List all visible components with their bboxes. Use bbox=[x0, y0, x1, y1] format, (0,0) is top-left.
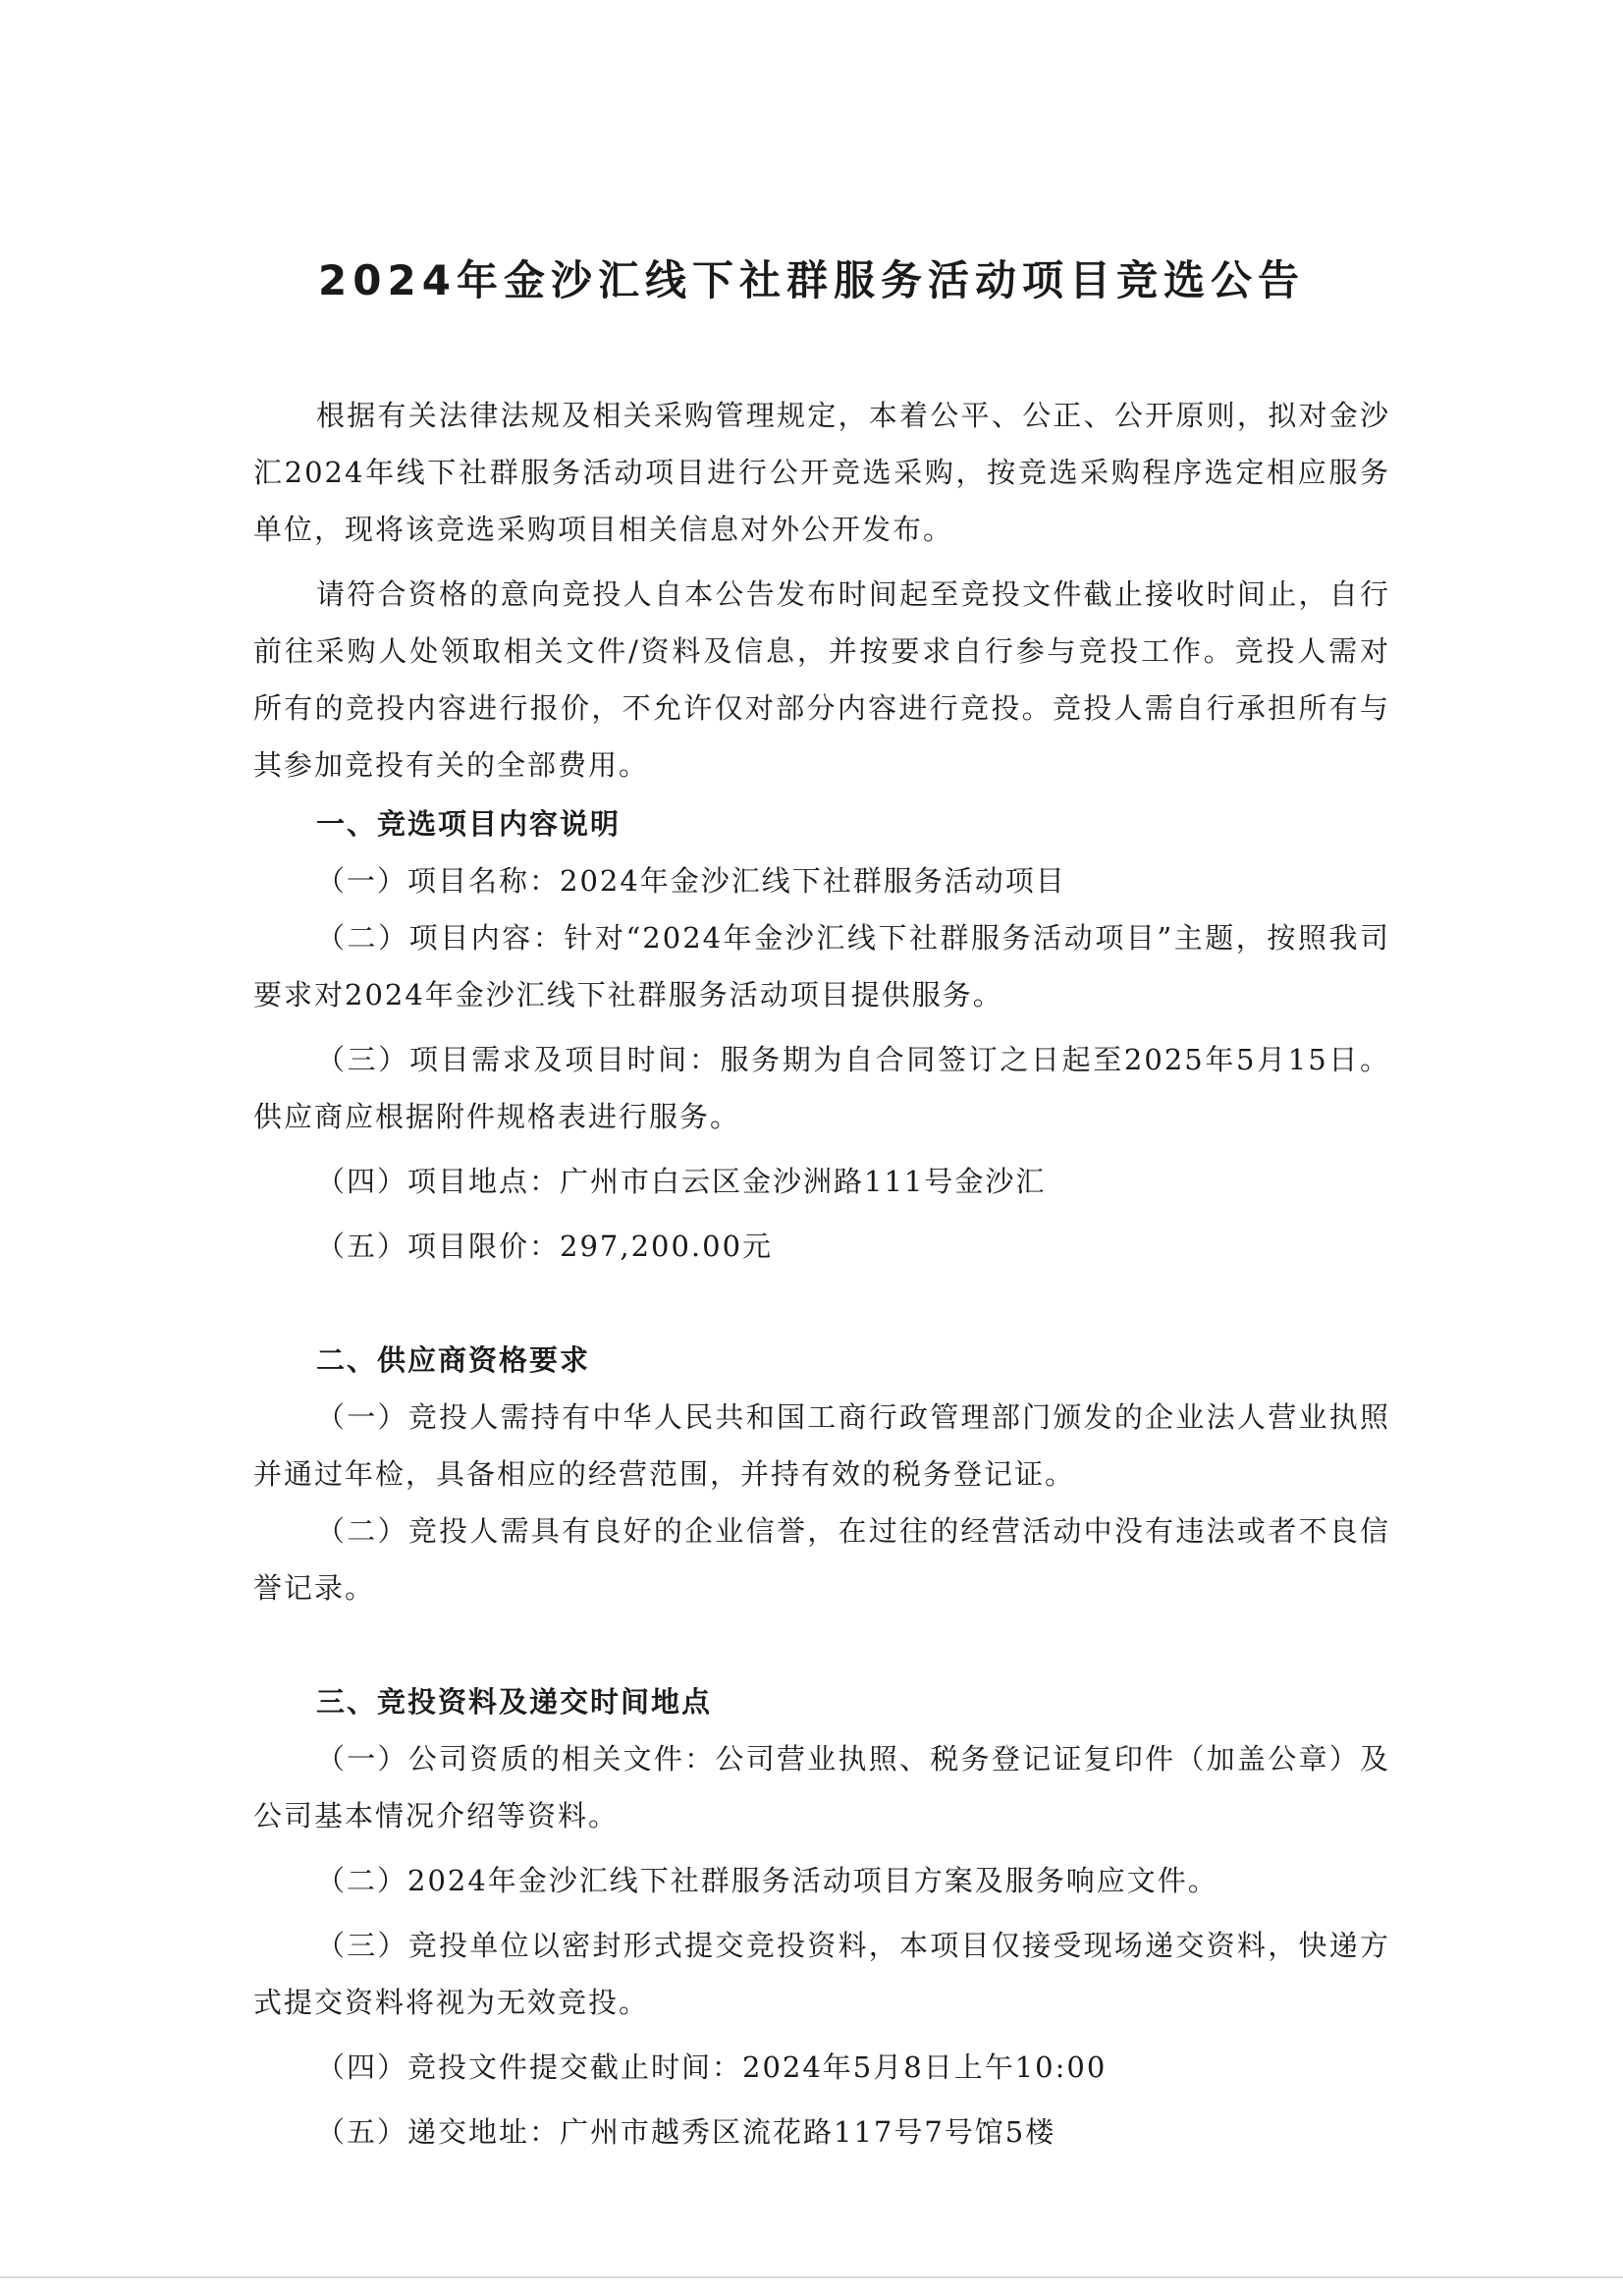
section-2-item-2: （二）竞投人需具有良好的企业信誉，在过往的经营活动中没有违法或者不良信誉记录。 bbox=[253, 1514, 1390, 1605]
section-2-heading: 二、供应商资格要求 bbox=[316, 1343, 591, 1377]
section-1-item-2: （二）项目内容：针对“2024年金沙汇线下社群服务活动项目”主题，按照我司要求对2024年金沙汇线下社群服务活动项目提供服务。 bbox=[253, 921, 1390, 1011]
section-3-item-5: （五）递交地址：广州市越秀区流花路117号7号馆5楼 bbox=[316, 2115, 1056, 2149]
section-1-heading: 一、竞选项目内容说明 bbox=[316, 807, 622, 841]
intro-paragraph-2: 请符合资格的意向竞投人自本公告发布时间起至竞投文件截止接收时间止，自行前往采购人处领取相关文件/资料及信息，并按要求自行参与竞投工作。竞投人需对所有的竞投内容进行报价，不允许仅对部分内容进行竞投。竞投人需自行承担所有与其参加竞投有关的全部费用。 bbox=[253, 577, 1390, 782]
intro-paragraph-1: 根据有关法律法规及相关采购管理规定，本着公平、公正、公开原则，拟对金沙汇2024年线下社群服务活动项目进行公开竞选采购，按竞选采购程序选定相应服务单位，现将该竞选采购项目相关信息对外公开发布。 bbox=[253, 399, 1390, 546]
section-3-item-1: （一）公司资质的相关文件：公司营业执照、税务登记证复印件（加盖公章）及公司基本情况介绍等资料。 bbox=[253, 1742, 1390, 1832]
section-3-item-3: （三）竞投单位以密封形式提交竞投资料，本项目仅接受现场递交资料，快递方式提交资料将视为无效竞投。 bbox=[253, 1929, 1390, 2019]
document-body bbox=[253, 387, 1390, 2160]
section-3-item-4: （四）竞投文件提交截止时间：2024年5月8日上午10:00 bbox=[316, 2050, 1108, 2084]
section-3-heading: 三、竞投资料及递交时间地点 bbox=[316, 1685, 713, 1719]
section-1-item-3: （三）项目需求及项目时间：服务期为自合同签订之日起至2025年5月15日。供应商应根据附件规格表进行服务。 bbox=[253, 1043, 1390, 1133]
section-2-item-1: （一）竞投人需持有中华人民共和国工商行政管理部门颁发的企业法人营业执照并通过年检，具备相应的经营范围，并持有效的税务登记证。 bbox=[253, 1400, 1390, 1491]
document-title: 2024年金沙汇线下社群服务活动项目竞选公告 bbox=[318, 256, 1305, 304]
scan-edge-divider bbox=[0, 2276, 1623, 2278]
section-1-item-4: （四）项目地点：广州市白云区金沙洲路111号金沙汇 bbox=[316, 1165, 1047, 1198]
section-1-item-5: （五）项目限价：297,200.00元 bbox=[316, 1230, 774, 1263]
section-3-item-2: （二）2024年金沙汇线下社群服务活动项目方案及服务响应文件。 bbox=[316, 1864, 1218, 1897]
section-1-item-1: （一）项目名称：2024年金沙汇线下社群服务活动项目 bbox=[316, 864, 1066, 898]
